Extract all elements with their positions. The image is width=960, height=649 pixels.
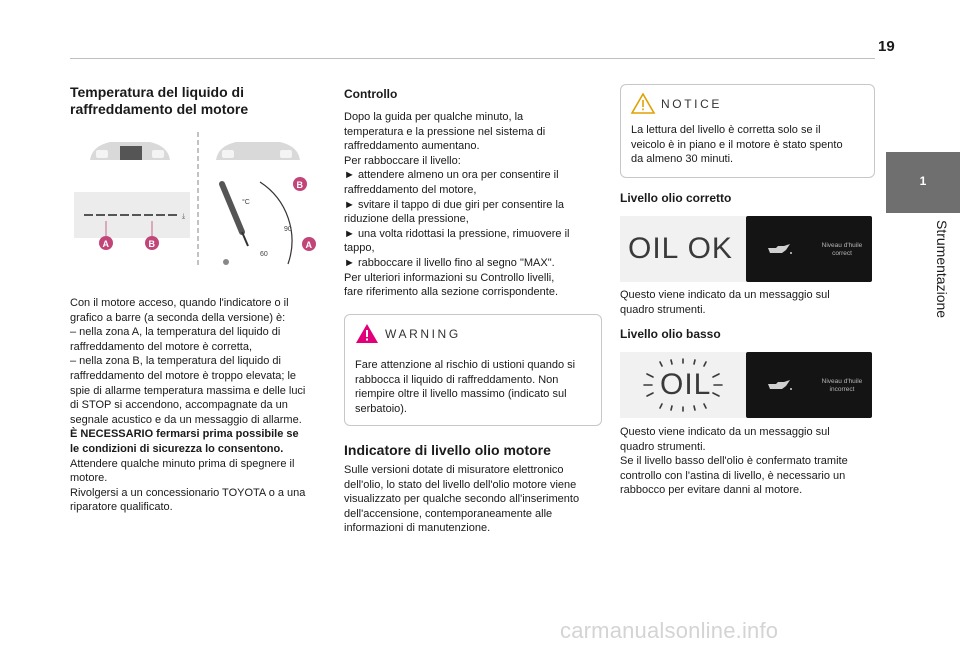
notice-line: da almeno 30 minuti. (631, 153, 734, 166)
coolant-line: – nella zona B, la temperatura del liquido di (70, 355, 281, 368)
oil-low-dark-display (746, 352, 872, 418)
warning-line: rabbocca il liquido di raffreddamento. Non (355, 373, 559, 386)
coolant-line: spie di allarme temperatura massima e delle luci (70, 384, 306, 397)
oil-low-line: quadro strumenti. (620, 440, 706, 453)
warning-body (355, 358, 591, 416)
coolant-line: Con il motore acceso, quando l'indicatore o il (70, 297, 289, 309)
chapter-label-text: Strumentazione (934, 220, 950, 319)
coolant-line: motore. (70, 472, 108, 485)
oil-correct-heading: Livello olio corretto (620, 191, 732, 205)
gauge-tick-90: 90 (284, 226, 292, 233)
coolant-line: Rivolgersi a un concessionario TOYOTA o a una (70, 486, 306, 499)
controllo-body (344, 110, 601, 300)
oil-low-body (620, 425, 875, 498)
controllo-line: Per rabboccare il livello: (344, 154, 461, 167)
controllo-line: ► attendere almeno un ora per consentire il (344, 169, 559, 182)
header-rule (70, 58, 875, 59)
oil-can-icon (764, 242, 794, 256)
oil-low-line: Questo viene indicato da un messaggio sul (620, 426, 830, 438)
warning-title: WARNING (385, 327, 461, 341)
coolant-line: Attendere qualche minuto prima di spegnere il (70, 457, 295, 470)
controllo-heading: Controllo (344, 87, 398, 101)
coolant-line: segnale acustico e da un messaggio di allarme. (70, 413, 302, 426)
callout-b-left: B (148, 239, 155, 249)
warning-line: riempire oltre il livello massimo (indicato sul (355, 388, 567, 401)
controllo-line: raffreddamento del motore, (344, 183, 477, 196)
oil-low-message (812, 378, 872, 394)
controllo-line: temperatura e la pressione nel sistema di (344, 125, 546, 138)
coolant-line-bold: le condizioni di sicurezza lo consentono. (70, 442, 284, 455)
chapter-label (886, 218, 960, 338)
oil-ok-message (812, 242, 872, 258)
callout-b-right: B (296, 180, 303, 190)
oil-low-display (620, 352, 746, 418)
page-number: 19 (878, 38, 895, 55)
coolant-line: raffreddamento del motore è troppo elevata; le (70, 369, 297, 382)
controllo-line: ► rabboccare il livello fino al segno "MAX". (344, 256, 555, 269)
oil-indicator-heading: Indicatore di livello olio motore (344, 442, 551, 458)
callout-a-left: A (102, 239, 109, 249)
notice-line: veicolo è in piano e il motore è stato spento (631, 138, 843, 151)
chapter-number: 1 (919, 174, 927, 188)
coolant-heading (70, 84, 325, 118)
coolant-heading-text: Temperatura del liquido di raffreddamento del motore (70, 84, 249, 117)
coolant-line-bold: È NECESSARIO fermarsi prima possibile se (70, 428, 299, 441)
coolant-gauge-illustration (70, 128, 318, 273)
controllo-line: tappo, (344, 242, 375, 255)
oil-low-text: OIL (660, 368, 712, 401)
oil-low-line: rabbocco per evitare danni al motore. (620, 484, 803, 497)
warning-line: Fare attenzione al rischio di ustioni quando si (355, 359, 576, 371)
controllo-line: riduzione della pressione, (344, 213, 469, 226)
callout-a-right: A (305, 240, 312, 250)
oil-ok-message-line: correct (832, 250, 852, 257)
oil-correct-line: Questo viene indicato da un messaggio sul (620, 289, 830, 301)
oil-indicator-body (344, 463, 601, 536)
controllo-line: Per ulteriori informazioni su Controllo livelli, (344, 271, 555, 284)
oil-low-heading: Livello olio basso (620, 327, 721, 341)
coolant-line: di STOP si accendono, accompagnate da un (70, 399, 288, 412)
oil-ok-display (620, 216, 746, 282)
svg-text:⤓: ⤓ (182, 213, 186, 220)
oil-ok-message-line: Niveau d'huile (821, 242, 863, 249)
warning-box (344, 314, 602, 426)
coolant-body (70, 296, 325, 515)
oil-line: visualizzato per qualche secondo all'inserimento (344, 493, 580, 506)
oil-line: dell'olio, lo stato del livello dell'olio motore viene (344, 478, 577, 491)
notice-line: La lettura del livello è corretta solo se il (631, 124, 821, 136)
coolant-line: raffreddamento del motore è corretta, (70, 340, 253, 353)
warning-triangle-icon (355, 323, 379, 344)
controllo-line: Dopo la guida per qualche minuto, la (344, 111, 524, 123)
coolant-line: riparatore qualificato. (70, 501, 173, 514)
controllo-line: raffreddamento aumentano. (344, 140, 480, 153)
gauge-tick-60: 60 (260, 251, 268, 258)
oil-correct-line: quadro strumenti. (620, 303, 706, 316)
oil-low-message-line: Niveau d'huile (821, 378, 863, 385)
coolant-line: grafico a barre (a seconda della versione) è: (70, 311, 286, 324)
watermark[interactable]: carmanualsonline.info (560, 618, 779, 643)
oil-line: informazioni di manutenzione. (344, 522, 491, 535)
coolant-line: – nella zona A, la temperatura del liquido di (70, 326, 281, 339)
notice-body (631, 123, 864, 167)
gauge-unit-label: °C (242, 199, 250, 206)
oil-low-line: controllo con l'astina di livello, è necessario un (620, 469, 846, 482)
oil-can-icon (764, 378, 794, 392)
coolant-gauge-figure (70, 128, 318, 273)
notice-title: NOTICE (661, 97, 722, 111)
controllo-line: ► una volta ridottasi la pressione, rimuovere il (344, 227, 570, 240)
warning-line: serbatoio). (355, 402, 407, 415)
oil-low-line: Se il livello basso dell'olio è confermato tramite (620, 455, 848, 468)
controllo-line: fare riferimento alla sezione corrispondente. (344, 286, 559, 299)
oil-line: dell'accensione, contemporaneamente alle (344, 507, 553, 520)
oil-line: Sulle versioni dotate di misuratore elettronico (344, 464, 564, 476)
notice-triangle-icon (631, 93, 655, 114)
oil-ok-text: OIL OK (628, 232, 733, 265)
controllo-line: ► svitare il tappo di due giri per consentire la (344, 198, 564, 211)
oil-correct-body (620, 288, 875, 317)
chapter-tab[interactable] (886, 152, 960, 213)
notice-box (620, 84, 875, 178)
oil-ok-dark-display (746, 216, 872, 282)
oil-low-message-line: incorrect (829, 386, 855, 393)
